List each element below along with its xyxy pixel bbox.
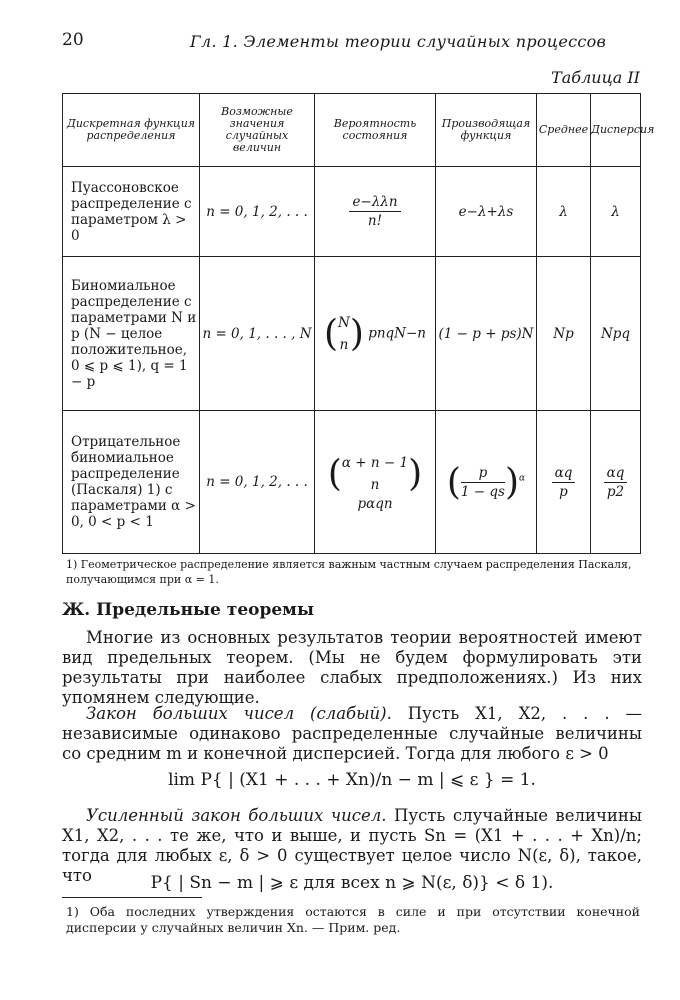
footnote-divider bbox=[62, 897, 202, 898]
possible-values: n = 0, 1, 2, . . . bbox=[200, 411, 315, 554]
table-row bbox=[63, 167, 641, 257]
prob-tail: pαqn bbox=[357, 496, 393, 512]
strong-law-text: Пусть случайные величины X1, X2, . . . те же, что и выше, и пусть Sn = (X1 + . . . + Xn)/n; тогда для любых ε, δ > 0 существует целое число N(ε, δ), такое, что bbox=[62, 806, 643, 885]
variance bbox=[591, 411, 641, 554]
possible-values: n = 0, 1, 2, . . . bbox=[200, 167, 315, 257]
strong-law-formula: P{ | Sn − m | ⩾ ε для всех n ⩾ N(ε, δ)} < δ 1). bbox=[150, 873, 554, 893]
running-head: Гл. 1. Элементы теории случайных процессов bbox=[190, 32, 607, 51]
intro-paragraph: Многие из основных результатов теории вероятностей имеют вид предельных теорем. (Мы не будем формулировать эти результаты при наиболее слабых предположениях.) Из них упомянем следующие. bbox=[62, 628, 642, 707]
possible-values: n = 0, 1, . . . , N bbox=[200, 257, 315, 411]
mean-numerator: αq bbox=[552, 465, 576, 483]
binom-bottom: n bbox=[339, 336, 349, 353]
state-probability: (N n) pnqN−n bbox=[315, 257, 436, 411]
table-row bbox=[63, 411, 641, 554]
mean bbox=[537, 411, 591, 554]
variance: λ bbox=[591, 167, 641, 257]
prob-numerator: e−λλn bbox=[349, 194, 400, 212]
generating-function: (1 − p + ps)N bbox=[436, 257, 537, 411]
header-cell: Среднее bbox=[537, 94, 591, 167]
distribution-table bbox=[62, 93, 655, 554]
var-denominator: p2 bbox=[606, 483, 625, 500]
table-caption: Таблица II bbox=[551, 68, 640, 87]
header-cell: Вероятность состояния bbox=[315, 94, 436, 167]
header-cell: Производящая функция bbox=[436, 94, 537, 167]
binom-top: N bbox=[338, 314, 350, 331]
page-footnote: 1) Оба последних утверждения остаются в силе и при отсутствии конечной дисперсии у случайных величин Xn. — Прим. ред. bbox=[66, 904, 640, 935]
section-heading: Ж. Предельные теоремы bbox=[62, 600, 314, 620]
generating-function: e−λ+λs bbox=[436, 167, 537, 257]
page-number: 20 bbox=[62, 30, 84, 50]
table-footnote: 1) Геометрическое распределение является важным частным случаем распределения Паскаля, получающимся при α = 1. bbox=[66, 558, 632, 586]
strong-law-title: Усиленный закон больших чисел. bbox=[86, 806, 387, 825]
distribution-name: Отрицательное биномиальное распределение (Паскаля) 1) с параметрами α > 0, 0 < p < 1 bbox=[63, 411, 200, 554]
table-header-row bbox=[63, 94, 641, 167]
gen-numerator: p bbox=[461, 465, 505, 483]
variance: Npq bbox=[591, 257, 641, 411]
var-numerator: αq bbox=[604, 465, 628, 483]
distribution-name: Пуассоновское распределение с параметром λ > 0 bbox=[63, 167, 200, 257]
mean: Np bbox=[537, 257, 591, 411]
table-row bbox=[63, 257, 641, 411]
weak-law-title: Закон больших чисел (слабый). bbox=[86, 704, 392, 723]
header-cell: Дисперсия bbox=[591, 94, 641, 167]
mean: λ bbox=[537, 167, 591, 257]
state-probability: (α + n − 1 n ) pαqn bbox=[315, 411, 436, 554]
header-cell: Дискретная функция распределения bbox=[63, 94, 200, 167]
mean-denominator: p bbox=[559, 483, 568, 500]
weak-law-paragraph bbox=[62, 704, 642, 764]
binom-bottom: n bbox=[370, 477, 380, 493]
prob-denominator: n! bbox=[367, 213, 383, 229]
gen-denominator: 1 − qs bbox=[460, 483, 505, 500]
weak-law-formula: lim P{ | (X1 + . . . + Xn)/n − m | ⩽ ε } = 1. bbox=[168, 770, 536, 790]
header-cell: Возможные значения случайных величин bbox=[200, 94, 315, 167]
weak-law-text: Пусть X1, X2, . . . — независимые одинаково распределенные случайные величины со средним m и конечной дисперсией. Тогда для любого ε > 0 bbox=[62, 704, 643, 763]
binom-top: α + n − 1 bbox=[341, 455, 409, 471]
state-probability bbox=[315, 167, 436, 257]
prob-tail: pnqN−n bbox=[368, 325, 426, 341]
gen-exponent: α bbox=[519, 473, 526, 483]
generating-function: ( $\frac{p}{1 - qs}$ )$^\alpha$ bbox=[436, 411, 537, 554]
distribution-name: Биномиальное распределение с параметрами N и p (N − целое положительное, 0 ⩽ p ⩽ 1), q = 1 − p bbox=[63, 257, 200, 411]
